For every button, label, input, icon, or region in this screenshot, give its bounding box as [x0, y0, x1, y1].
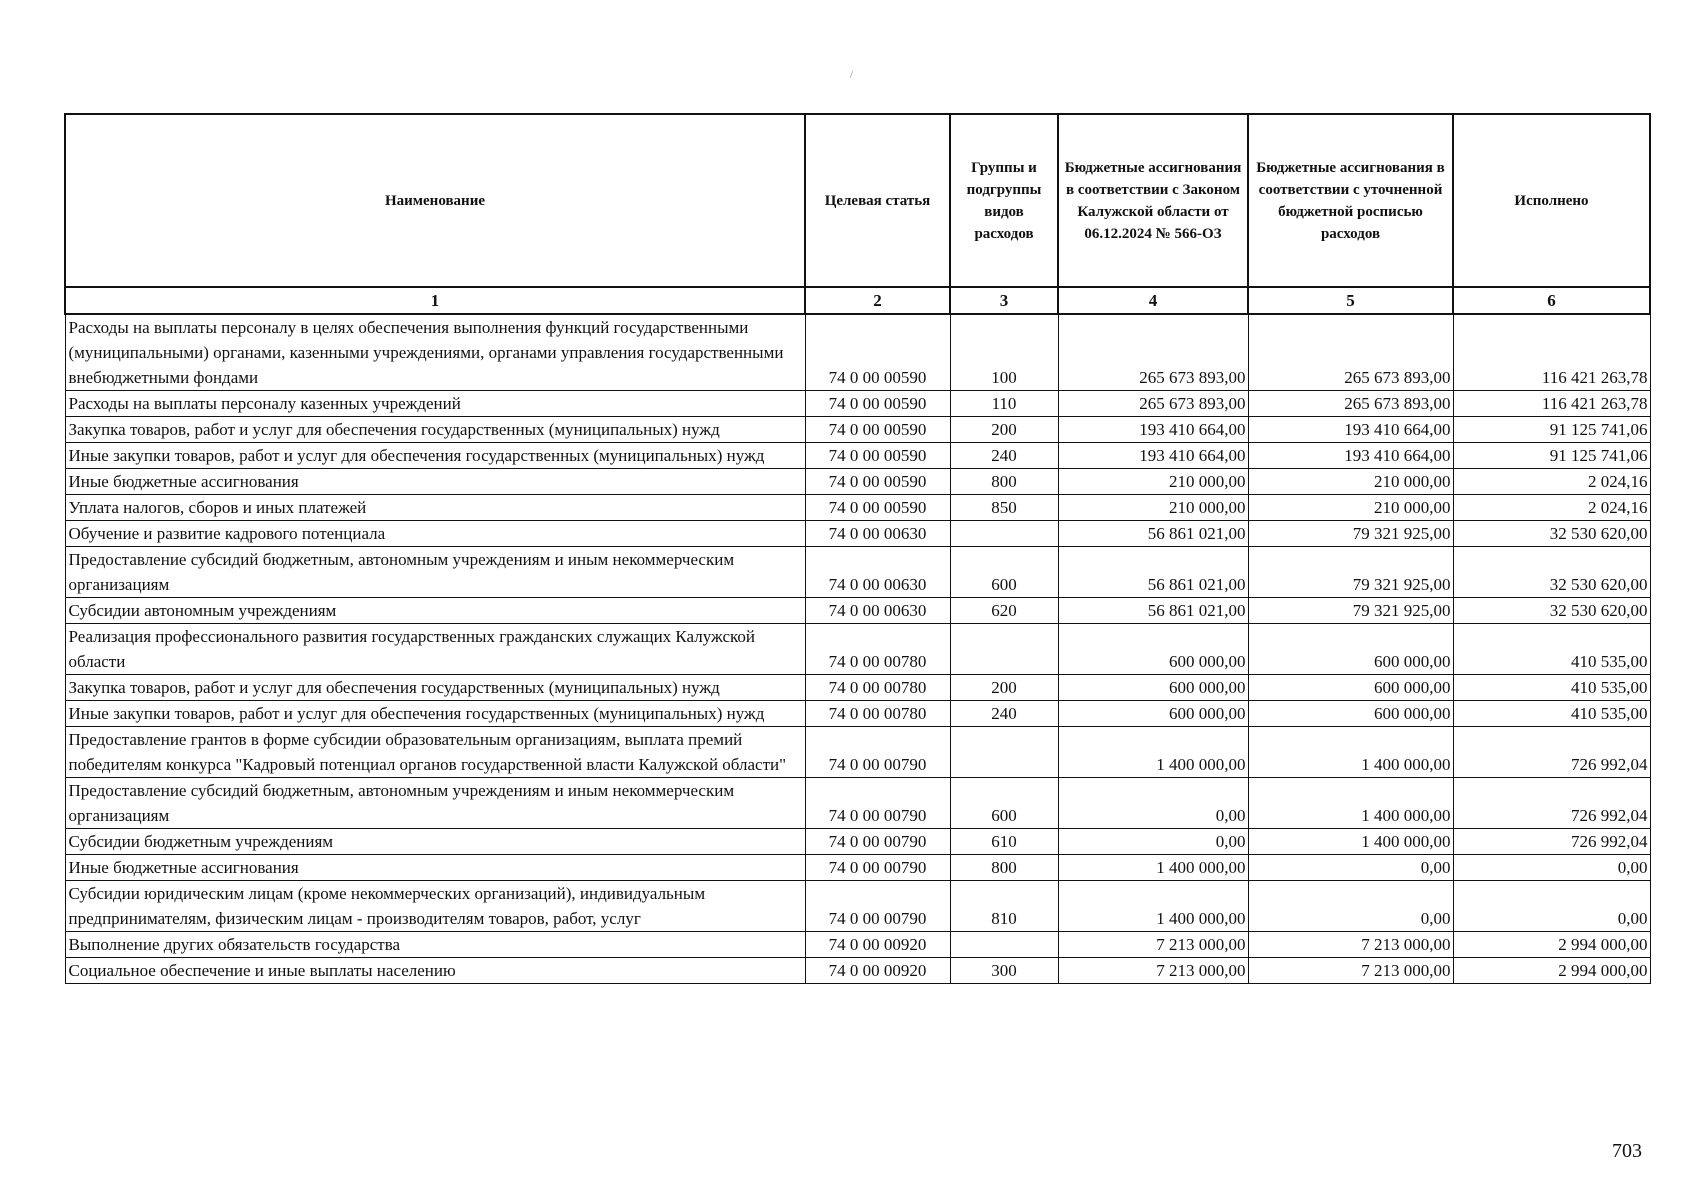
row-expense-group: 200 — [950, 675, 1058, 701]
row-target-article: 74 0 00 00630 — [805, 598, 950, 624]
row-law-allocation: 600 000,00 — [1058, 675, 1248, 701]
row-name: Предоставление субсидий бюджетным, автономным учреждениям и иным некоммерческим организациям — [65, 547, 805, 598]
row-executed: 116 421 263,78 — [1453, 391, 1650, 417]
row-target-article: 74 0 00 00590 — [805, 391, 950, 417]
row-law-allocation: 210 000,00 — [1058, 469, 1248, 495]
row-law-allocation: 600 000,00 — [1058, 701, 1248, 727]
row-executed: 32 530 620,00 — [1453, 547, 1650, 598]
row-expense-group — [950, 521, 1058, 547]
table-row — [65, 521, 1650, 547]
row-refined-allocation: 265 673 893,00 — [1248, 391, 1453, 417]
row-name: Уплата налогов, сборов и иных платежей — [65, 495, 805, 521]
header-expense-groups: Группы и подгруппы видов расходов — [950, 114, 1058, 287]
budget-table — [64, 113, 1651, 984]
row-expense-group — [950, 932, 1058, 958]
row-name: Расходы на выплаты персоналу казенных учреждений — [65, 391, 805, 417]
row-expense-group — [950, 624, 1058, 675]
column-number: 5 — [1248, 287, 1453, 314]
header-law-allocations: Бюджетные ассигнования в соответствии с Законом Калужской области от 06.12.2024 № 566-ОЗ — [1058, 114, 1248, 287]
table-row — [65, 932, 1650, 958]
row-law-allocation: 1 400 000,00 — [1058, 881, 1248, 932]
row-name: Предоставление грантов в форме субсидии образовательным организациям, выплата премий победителям конкурса "Кадровый потенциал органов государственной власти Калужской области" — [65, 727, 805, 778]
row-executed: 32 530 620,00 — [1453, 598, 1650, 624]
row-law-allocation: 0,00 — [1058, 778, 1248, 829]
table-row — [65, 958, 1650, 984]
row-refined-allocation: 1 400 000,00 — [1248, 778, 1453, 829]
table-row — [65, 881, 1650, 932]
table-row — [65, 855, 1650, 881]
column-number: 2 — [805, 287, 950, 314]
row-refined-allocation: 1 400 000,00 — [1248, 727, 1453, 778]
row-law-allocation: 600 000,00 — [1058, 624, 1248, 675]
row-executed: 116 421 263,78 — [1453, 314, 1650, 391]
row-executed: 91 125 741,06 — [1453, 417, 1650, 443]
scan-mark: / — [850, 70, 853, 81]
row-refined-allocation: 7 213 000,00 — [1248, 958, 1453, 984]
row-target-article: 74 0 00 00780 — [805, 624, 950, 675]
row-refined-allocation: 0,00 — [1248, 881, 1453, 932]
table-row — [65, 727, 1650, 778]
column-number: 4 — [1058, 287, 1248, 314]
row-expense-group: 810 — [950, 881, 1058, 932]
row-target-article: 74 0 00 00920 — [805, 958, 950, 984]
row-name: Расходы на выплаты персоналу в целях обеспечения выполнения функций государственными (муниципальными) органами, казенными учреждениями, органами управления государственными внебюджетными фондами — [65, 314, 805, 391]
row-name: Субсидии бюджетным учреждениям — [65, 829, 805, 855]
table-row — [65, 417, 1650, 443]
header-executed: Исполнено — [1453, 114, 1650, 287]
row-target-article: 74 0 00 00790 — [805, 881, 950, 932]
row-law-allocation: 265 673 893,00 — [1058, 314, 1248, 391]
row-law-allocation: 7 213 000,00 — [1058, 932, 1248, 958]
row-name: Обучение и развитие кадрового потенциала — [65, 521, 805, 547]
row-refined-allocation: 265 673 893,00 — [1248, 314, 1453, 391]
row-refined-allocation: 0,00 — [1248, 855, 1453, 881]
row-refined-allocation: 79 321 925,00 — [1248, 598, 1453, 624]
table-header-row — [65, 114, 1650, 287]
row-executed: 726 992,04 — [1453, 829, 1650, 855]
row-refined-allocation: 600 000,00 — [1248, 675, 1453, 701]
row-refined-allocation: 600 000,00 — [1248, 701, 1453, 727]
row-refined-allocation: 7 213 000,00 — [1248, 932, 1453, 958]
row-name: Иные закупки товаров, работ и услуг для обеспечения государственных (муниципальных) нужд — [65, 701, 805, 727]
row-executed: 2 024,16 — [1453, 469, 1650, 495]
row-name: Субсидии автономным учреждениям — [65, 598, 805, 624]
row-name: Иные бюджетные ассигнования — [65, 855, 805, 881]
row-executed: 91 125 741,06 — [1453, 443, 1650, 469]
row-target-article: 74 0 00 00630 — [805, 521, 950, 547]
column-number: 1 — [65, 287, 805, 314]
row-expense-group: 800 — [950, 855, 1058, 881]
row-expense-group: 300 — [950, 958, 1058, 984]
row-target-article: 74 0 00 00590 — [805, 495, 950, 521]
table-row — [65, 314, 1650, 391]
row-executed: 726 992,04 — [1453, 778, 1650, 829]
table-row — [65, 778, 1650, 829]
row-executed: 726 992,04 — [1453, 727, 1650, 778]
table-row — [65, 469, 1650, 495]
row-refined-allocation: 79 321 925,00 — [1248, 547, 1453, 598]
row-target-article: 74 0 00 00590 — [805, 469, 950, 495]
row-refined-allocation: 193 410 664,00 — [1248, 443, 1453, 469]
row-expense-group: 110 — [950, 391, 1058, 417]
table-row — [65, 598, 1650, 624]
row-law-allocation: 1 400 000,00 — [1058, 855, 1248, 881]
row-expense-group: 100 — [950, 314, 1058, 391]
table-row — [65, 495, 1650, 521]
header-refined-allocations: Бюджетные ассигнования в соответствии с уточненной бюджетной росписью расходов — [1248, 114, 1453, 287]
row-name: Иные бюджетные ассигнования — [65, 469, 805, 495]
row-expense-group: 610 — [950, 829, 1058, 855]
table-row — [65, 701, 1650, 727]
row-law-allocation: 0,00 — [1058, 829, 1248, 855]
row-target-article: 74 0 00 00590 — [805, 443, 950, 469]
row-law-allocation: 1 400 000,00 — [1058, 727, 1248, 778]
row-law-allocation: 56 861 021,00 — [1058, 521, 1248, 547]
row-executed: 410 535,00 — [1453, 624, 1650, 675]
row-executed: 0,00 — [1453, 881, 1650, 932]
row-name: Реализация профессионального развития государственных гражданских служащих Калужской области — [65, 624, 805, 675]
row-target-article: 74 0 00 00790 — [805, 855, 950, 881]
table-row — [65, 443, 1650, 469]
row-target-article: 74 0 00 00590 — [805, 417, 950, 443]
row-refined-allocation: 193 410 664,00 — [1248, 417, 1453, 443]
row-refined-allocation: 600 000,00 — [1248, 624, 1453, 675]
row-target-article: 74 0 00 00780 — [805, 701, 950, 727]
row-law-allocation: 56 861 021,00 — [1058, 547, 1248, 598]
row-executed: 32 530 620,00 — [1453, 521, 1650, 547]
row-target-article: 74 0 00 00630 — [805, 547, 950, 598]
row-target-article: 74 0 00 00790 — [805, 829, 950, 855]
row-expense-group: 240 — [950, 701, 1058, 727]
column-number: 3 — [950, 287, 1058, 314]
table-row — [65, 829, 1650, 855]
row-expense-group: 240 — [950, 443, 1058, 469]
row-executed: 2 994 000,00 — [1453, 932, 1650, 958]
row-expense-group: 200 — [950, 417, 1058, 443]
row-executed: 410 535,00 — [1453, 675, 1650, 701]
row-law-allocation: 210 000,00 — [1058, 495, 1248, 521]
row-law-allocation: 193 410 664,00 — [1058, 417, 1248, 443]
row-executed: 2 024,16 — [1453, 495, 1650, 521]
row-law-allocation: 265 673 893,00 — [1058, 391, 1248, 417]
row-executed: 2 994 000,00 — [1453, 958, 1650, 984]
row-expense-group: 600 — [950, 778, 1058, 829]
column-numbers-row — [65, 287, 1650, 314]
column-number: 6 — [1453, 287, 1650, 314]
row-executed: 0,00 — [1453, 855, 1650, 881]
row-target-article: 74 0 00 00780 — [805, 675, 950, 701]
row-expense-group — [950, 727, 1058, 778]
row-target-article: 74 0 00 00590 — [805, 314, 950, 391]
row-executed: 410 535,00 — [1453, 701, 1650, 727]
row-refined-allocation: 1 400 000,00 — [1248, 829, 1453, 855]
row-name: Выполнение других обязательств государства — [65, 932, 805, 958]
row-law-allocation: 56 861 021,00 — [1058, 598, 1248, 624]
row-target-article: 74 0 00 00920 — [805, 932, 950, 958]
row-expense-group: 800 — [950, 469, 1058, 495]
table-row — [65, 624, 1650, 675]
table-row — [65, 391, 1650, 417]
page-number: 703 — [1612, 1140, 1642, 1162]
row-target-article: 74 0 00 00790 — [805, 778, 950, 829]
row-name: Иные закупки товаров, работ и услуг для обеспечения государственных (муниципальных) нужд — [65, 443, 805, 469]
header-target-article: Целевая статья — [805, 114, 950, 287]
row-expense-group: 850 — [950, 495, 1058, 521]
row-name: Предоставление субсидий бюджетным, автономным учреждениям и иным некоммерческим организациям — [65, 778, 805, 829]
row-law-allocation: 193 410 664,00 — [1058, 443, 1248, 469]
row-name: Субсидии юридическим лицам (кроме некоммерческих организаций), индивидуальным предпринимателям, физическим лицам - производителям товаров, работ, услуг — [65, 881, 805, 932]
table-body — [65, 314, 1650, 984]
row-name: Закупка товаров, работ и услуг для обеспечения государственных (муниципальных) нужд — [65, 417, 805, 443]
table-row — [65, 675, 1650, 701]
row-refined-allocation: 79 321 925,00 — [1248, 521, 1453, 547]
row-name: Социальное обеспечение и иные выплаты населению — [65, 958, 805, 984]
row-refined-allocation: 210 000,00 — [1248, 495, 1453, 521]
row-target-article: 74 0 00 00790 — [805, 727, 950, 778]
table-row — [65, 547, 1650, 598]
row-law-allocation: 7 213 000,00 — [1058, 958, 1248, 984]
header-name: Наименование — [65, 114, 805, 287]
row-name: Закупка товаров, работ и услуг для обеспечения государственных (муниципальных) нужд — [65, 675, 805, 701]
row-refined-allocation: 210 000,00 — [1248, 469, 1453, 495]
row-expense-group: 600 — [950, 547, 1058, 598]
row-expense-group: 620 — [950, 598, 1058, 624]
